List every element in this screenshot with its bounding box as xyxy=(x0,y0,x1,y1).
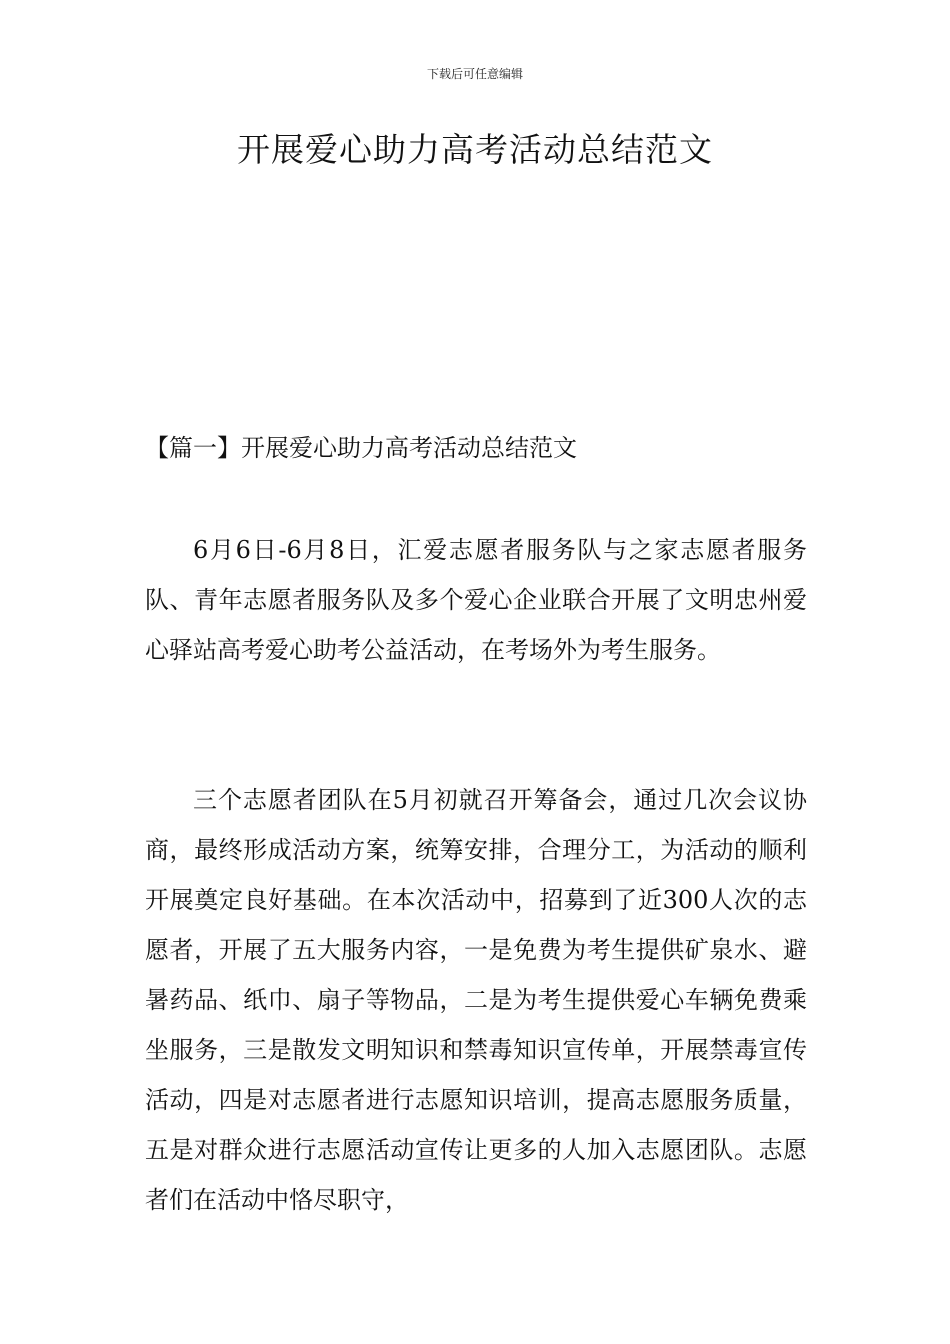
header-note: 下载后可任意编辑 xyxy=(426,67,523,81)
document-title: 开展爱心助力高考活动总结范文 xyxy=(237,130,713,169)
paragraph-2: 三个志愿者团队在5月初就召开筹备会，通过几次会议协商，最终形成活动方案，统筹安排，合理分工，为活动的顺利开展奠定良好基础。在本次活动中，招募到了近300人次的志愿者，开展了五大服务内容，一是免费为考生提供矿泉水、避暑药品、纸巾、扇子等物品，二是为考生提供爱心车辆免费乘坐服务，三是散发文明知识和禁毒知识宣传单，开展禁毒宣传活动，四是对志愿者进行志愿知识培训，提高志愿服务质量，五是对群众进行志愿活动宣传让更多的人加入志愿团队。志愿者们在活动中恪尽职守， xyxy=(145,786,807,1214)
paragraph-1: 6月6日-6月8日，汇爱志愿者服务队与之家志愿者服务队、青年志愿者服务队及多个爱心企业联合开展了文明忠州爱心驿站高考爱心助考公益活动，在考场外为考生服务。 xyxy=(145,536,807,664)
section-heading: 【篇一】开展爱心助力高考活动总结范文 xyxy=(145,434,577,462)
